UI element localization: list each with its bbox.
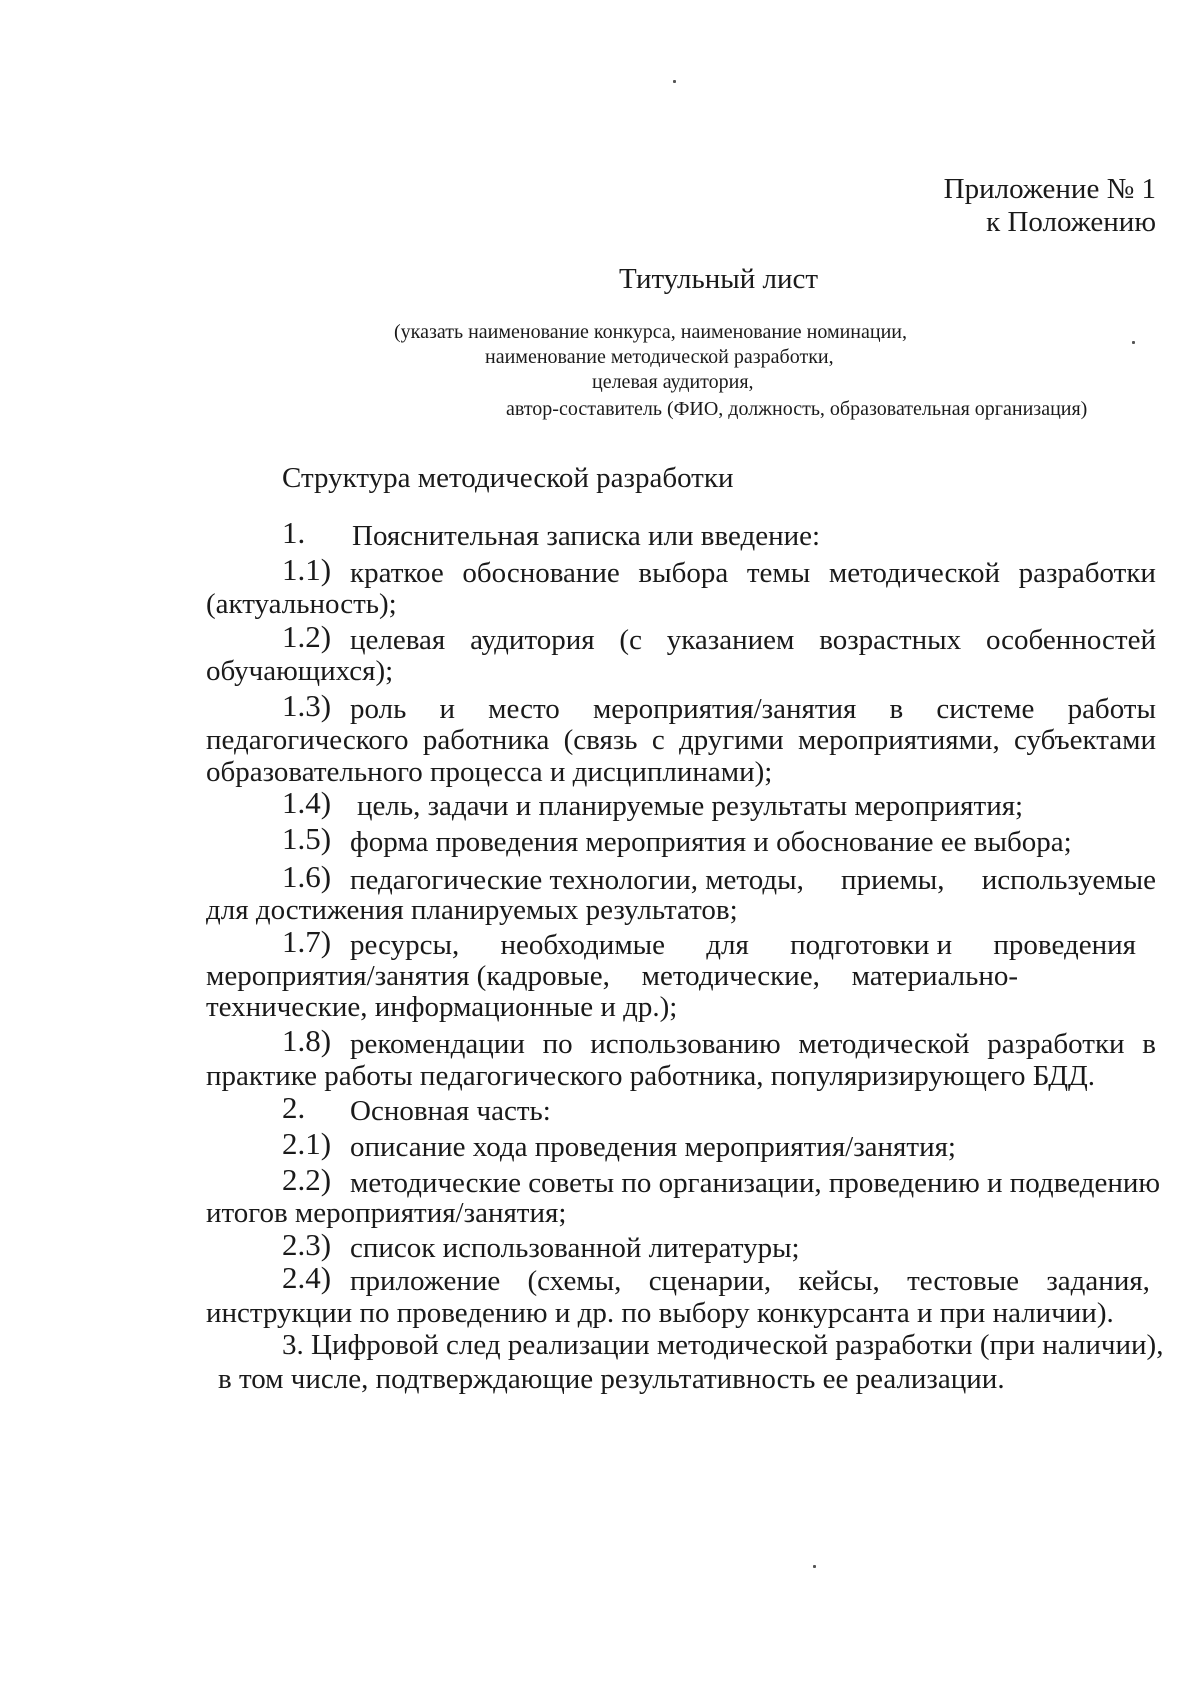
item-number: 1.5) — [282, 821, 332, 856]
page-title: Титульный лист — [619, 263, 819, 295]
item-text: описание хода проведения мероприятия/занятия; — [350, 1131, 956, 1163]
item-number: 1.2) — [282, 619, 332, 654]
title-note-line: автор-составитель (ФИО, должность, образовательная организация) — [506, 398, 1088, 420]
title-note-line: целевая аудитория, — [592, 371, 754, 393]
item-text: мероприятия/занятия (кадровые, методические, материально- — [206, 960, 1018, 992]
item-text: список использованной литературы; — [350, 1232, 800, 1264]
title-note-line: наименование методической разработки, — [485, 346, 834, 368]
item-text: приложение (схемы, сценарии, кейсы, тестовые задания, — [350, 1265, 1150, 1297]
item-number: 1.7) — [282, 924, 332, 959]
item-text: краткое обоснование выбора темы методической разработки — [350, 557, 1156, 589]
item-text: образовательного процесса и дисциплинами); — [206, 756, 773, 788]
scan-speck — [1132, 341, 1135, 344]
item-text: методические советы по организации, проведению и подведению — [350, 1167, 1161, 1199]
item-text: практике работы педагогического работника, популяризирующего БДД. — [206, 1060, 1096, 1092]
item-number: 1.3) — [282, 688, 332, 723]
item-text: итогов мероприятия/занятия; — [206, 1197, 567, 1229]
item-number: 2.4) — [282, 1260, 332, 1295]
scan-speck — [673, 80, 676, 83]
item-text: инструкции по проведению и др. по выбору конкурсанта и при наличии). — [206, 1297, 1114, 1329]
item-text: педагогического работника (связь с другими мероприятиями, субъектами — [206, 724, 1156, 756]
item-text: 3. Цифровой след реализации методической разработки (при наличии), — [282, 1329, 1164, 1361]
item-text: рекомендации по использованию методической разработки в — [350, 1028, 1156, 1060]
item-number: 1.6) — [282, 859, 332, 894]
item-text: педагогические технологии, методы, приемы, используемые — [350, 864, 1156, 896]
item-text: ресурсы, необходимые для подготовки и проведения — [350, 929, 1136, 961]
item-text: для достижения планируемых результатов; — [206, 894, 738, 926]
item-number: 2.3) — [282, 1227, 332, 1262]
item-text: целевая аудитория (с указанием возрастных особенностей — [350, 624, 1156, 656]
item-text: форма проведения мероприятия и обоснование ее выбора; — [350, 826, 1072, 858]
scan-speck — [813, 1565, 816, 1568]
item-text: (актуальность); — [206, 588, 397, 620]
item-text: Основная часть: — [350, 1095, 551, 1127]
item-text: технические, информационные и др.); — [206, 991, 678, 1023]
item-text: цель, задачи и планируемые результаты мероприятия; — [357, 790, 1024, 822]
title-note-line: (указать наименование конкурса, наименование номинации, — [394, 321, 907, 343]
appendix-reference: к Положению — [986, 206, 1156, 238]
item-number: 2.2) — [282, 1162, 332, 1197]
item-number: 1. — [282, 515, 306, 550]
item-text: Пояснительная записка или введение: — [352, 520, 821, 552]
item-text: обучающихся); — [206, 655, 394, 687]
item-number: 1.8) — [282, 1023, 332, 1058]
item-number: 1.4) — [282, 785, 332, 820]
item-number: 1.1) — [282, 552, 332, 587]
structure-heading: Структура методической разработки — [282, 462, 734, 494]
appendix-number: Приложение № 1 — [943, 173, 1156, 205]
item-text: роль и место мероприятия/занятия в системе работы — [350, 693, 1156, 725]
item-number: 2.1) — [282, 1126, 332, 1161]
item-number: 2. — [282, 1090, 306, 1125]
item-text: в том числе, подтверждающие результативность ее реализации. — [218, 1363, 1005, 1395]
